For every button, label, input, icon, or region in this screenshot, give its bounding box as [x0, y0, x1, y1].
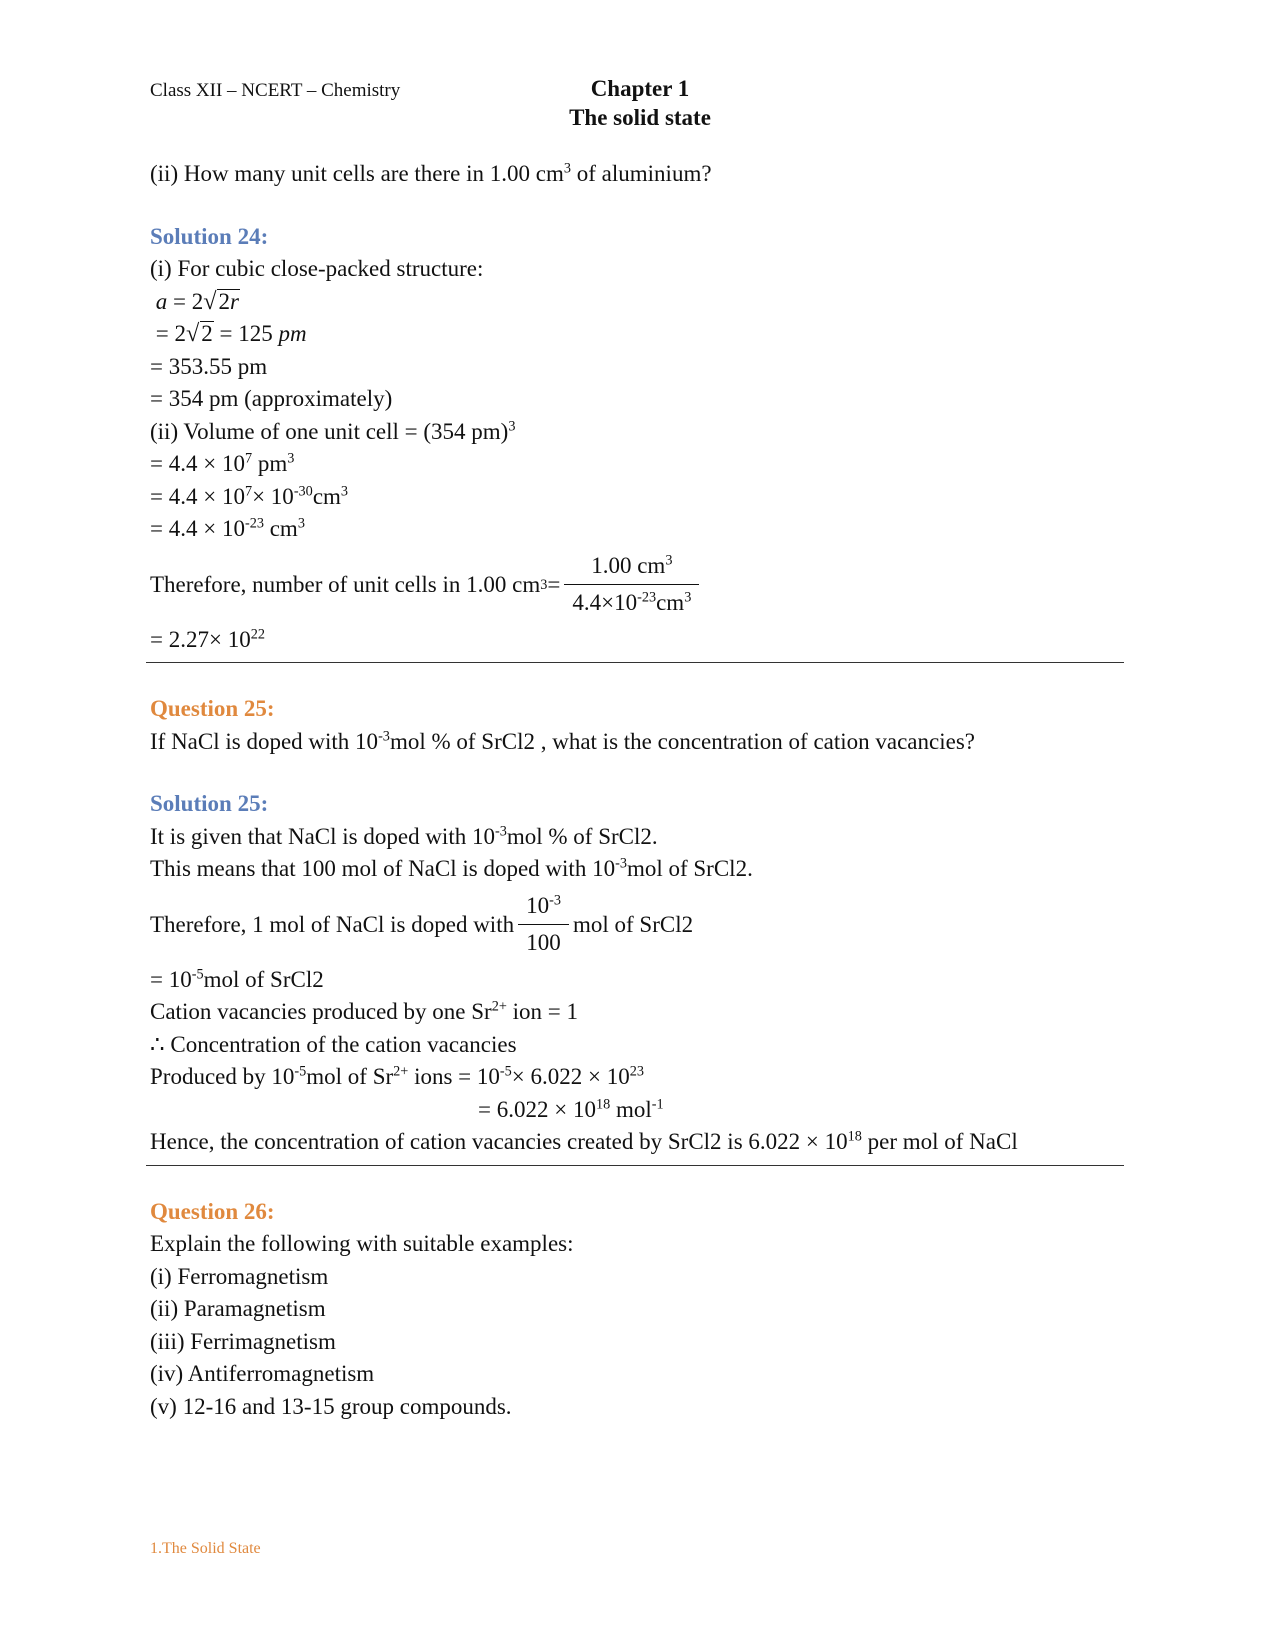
solution-line: ∴ Concentration of the cation vacancies — [150, 1031, 517, 1057]
question-26-heading: Question 26: — [150, 1198, 275, 1224]
question-25-text: If NaCl is doped with $10^{-3}mol$ % of SrCl2 , what is the concentration of cation vacancies? — [150, 727, 975, 754]
solution-line: = 353.55 pm — [150, 353, 268, 379]
formula-edge-length: a = 2√2r — [155, 287, 239, 315]
solution-24-heading: Solution 24: — [150, 223, 269, 249]
unit-cell-count-fraction: Therefore, number of unit cells in 1.00 cm 3 = $\frac{1.00 cm^3}{4.4\times 10^{-23}cm^3}$ — [150, 546, 1120, 624]
chapter-title: The solid state — [569, 105, 711, 130]
solution-line: = $4.4 \times 10^7\times 10^{-30}cm^3$ — [150, 482, 349, 509]
question-26-line: (iv) Antiferromagnetism — [150, 1361, 375, 1386]
page-content — [150, 158, 1120, 1423]
question-26-line: Explain the following with suitable examples: — [150, 1231, 574, 1256]
solution-line: Produced by $10^{-5}mol$ of $Sr^{2+}$ ions = $10^{-5}\times 6.022 \times 10^{23}$ — [150, 1063, 644, 1089]
question-26-line: (iii) Ferrimagnetism — [150, 1328, 336, 1354]
solution-25-heading: Solution 25: — [150, 791, 269, 816]
solution-conclusion: Hence, the concentration of cation vacancies created by SrCl2 is $6.022 \times 10^{18}$ per mol of NaCl — [150, 1128, 1018, 1154]
chapter-number: Chapter 1 — [590, 76, 690, 101]
question-26-line: (v) 12-16 and 13-15 group compounds. — [150, 1393, 512, 1419]
fraction: $\frac{10^{-3}}{100}$ — [518, 891, 569, 958]
question-25-heading: Question 25: — [150, 696, 275, 721]
page-footer: 1.The Solid State — [150, 1540, 261, 1557]
solution-line: (i) For cubic close-packed structure: — [150, 256, 484, 281]
solution-line: = $4.4 \times 10^{-23}$ $cm^3$ — [150, 515, 305, 541]
question-26-line: (ii) Paramagnetism — [150, 1296, 326, 1321]
solution-line: = $10^{-5}mol$ of SrCl2 — [150, 965, 324, 992]
solution-line: It is given that NaCl is doped with $10^{-3}mol$ % of SrCl2. — [150, 822, 658, 849]
question-24-part-ii: (ii) How many unit cells are there in 1.00 $cm^3$ of aluminium? — [150, 160, 712, 186]
solution-line: = $4.4 \times 10^7$ $pm^3$ — [150, 450, 295, 476]
solution-line: = $6.022 \times 10^{18}$ mol$^{-1}$ — [478, 1095, 664, 1122]
doping-fraction: Therefore, 1 mol of NaCl is doped with $\frac{10^{-3}}{100}$ mol of SrCl2 — [150, 886, 1120, 964]
fraction: $\frac{1.00 cm^3}{4.4\times 10^{-23}cm^3}$ — [564, 551, 699, 618]
chapter-heading — [500, 74, 780, 132]
solution-result: = $2.27\times 10^{22}$ — [150, 625, 265, 652]
solution-line: Cation vacancies produced by one $Sr^{2+}$ ion = 1 — [150, 998, 578, 1024]
question-26-line: (i) Ferromagnetism — [150, 1263, 329, 1289]
solution-line: This means that 100 mol of NaCl is doped with $10^{-3}mol$ of SrCl2. — [150, 855, 753, 881]
solution-line: (ii) Volume of one unit cell = (354 pm)$^3$ — [150, 417, 516, 444]
header-subject: Class XII – NCERT – Chemistry — [150, 80, 401, 101]
solution-line: = 354 pm (approximately) — [150, 386, 393, 411]
formula-substitution: = 2√2 = 125 pm — [155, 320, 307, 347]
